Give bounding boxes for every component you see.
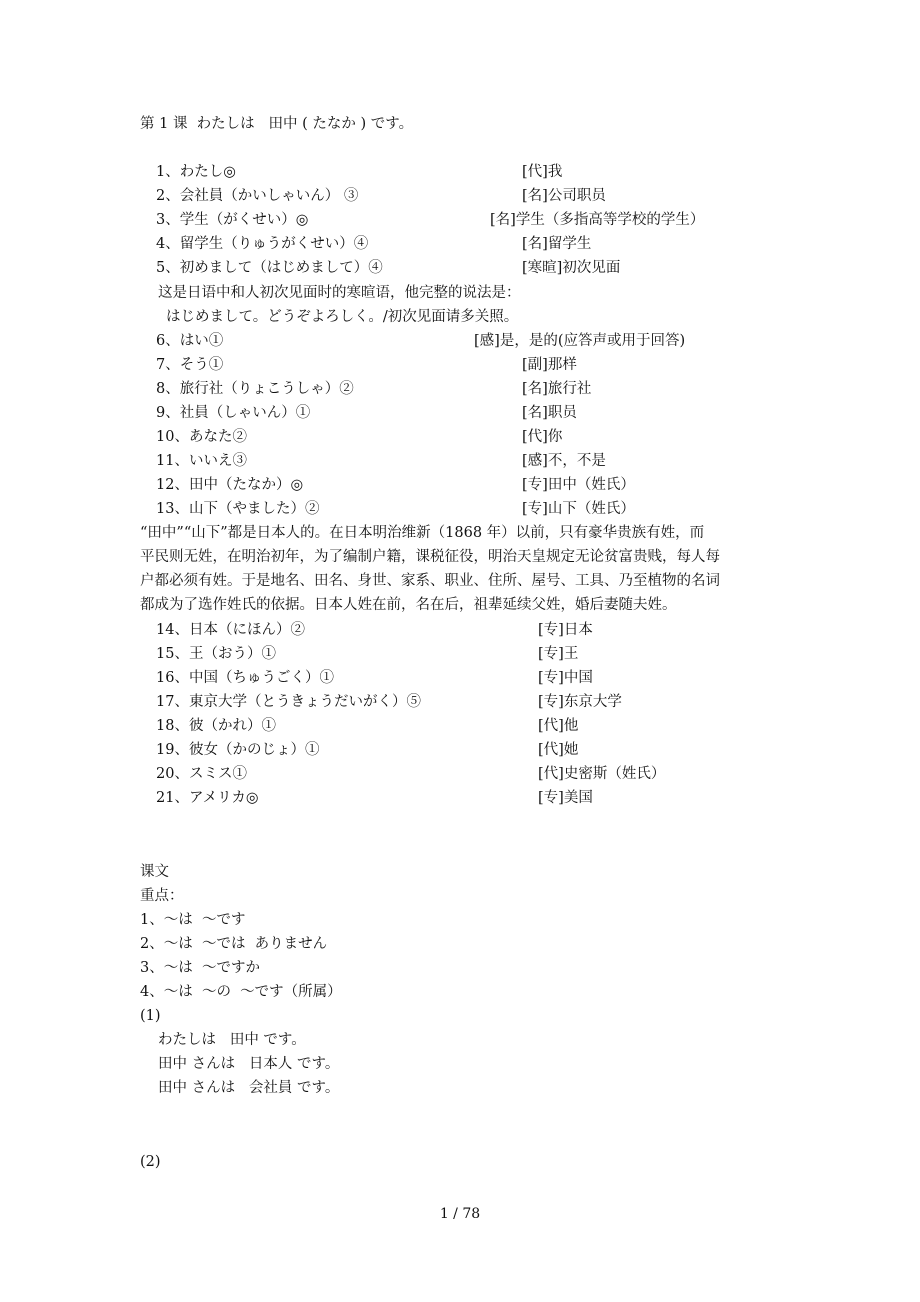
key-point: 3、～は ～ですか (140, 960, 260, 976)
vocab-meaning: [代]我 (522, 164, 563, 180)
vocab-meaning: [副]那样 (522, 357, 577, 373)
vocab-word: 16、中国（ちゅうごく）① (156, 670, 334, 686)
vocab-meaning: [专]王 (538, 646, 579, 662)
vocab-word: 7、そう① (156, 357, 224, 373)
key-point: 2、～は ～では ありません (140, 936, 328, 952)
example-sentence: わたしは 田中 です。 (158, 1032, 306, 1048)
vocab-word: 12、田中（たなか）◎ (156, 477, 304, 493)
vocab-word: 10、あなた② (156, 429, 247, 445)
example-sentence: 田中 さんは 日本人 です。 (158, 1056, 340, 1072)
key-point: 1、～は ～です (140, 912, 246, 928)
vocab-meaning: [专]日本 (538, 622, 593, 638)
vocab-meaning: [感]不，不是 (522, 453, 606, 469)
note-line: はじめまして。どうぞよろしく。/初次见面请多关照。 (166, 309, 519, 325)
vocab-meaning: [寒暄]初次见面 (522, 260, 621, 276)
vocab-word: 2、会社員（かいしゃいん） ③ (156, 188, 359, 204)
page-number: 1 / 78 (439, 1206, 481, 1222)
vocab-meaning: [感]是，是的(应答声或用于回答) (474, 333, 686, 349)
note-line: 这是日语中和人初次见面时的寒暄语，他完整的说法是： (158, 285, 521, 301)
vocab-word: 8、旅行社（りょこうしゃ）② (156, 381, 354, 397)
vocab-word: 9、社員（しゃいん）① (156, 405, 311, 421)
vocab-meaning: [名]职员 (522, 405, 577, 421)
key-point: 4、～は ～の ～です（所属） (140, 984, 342, 1000)
paragraph-line: “田中”“山下”都是日本人的。在日本明治维新（1868 年）以前，只有豪华贵族有姓，而 (140, 525, 705, 541)
vocab-word: 6、はい① (156, 333, 224, 349)
vocab-word: 17、東京大学（とうきょうだいがく）⑤ (156, 694, 421, 710)
paragraph-line: 平民则无姓，在明治初年，为了编制户籍，课税征役，明治天皇规定无论贫富贵贱，每人每 (140, 549, 720, 565)
vocab-meaning: [专]中国 (538, 670, 593, 686)
vocab-meaning: [名]学生（多指高等学校的学生） (490, 212, 705, 228)
vocab-meaning: [专]山下（姓氏） (522, 501, 635, 517)
vocab-word: 15、王（おう）① (156, 646, 276, 662)
vocab-word: 4、留学生（りゅうがくせい）④ (156, 236, 369, 252)
vocab-word: 5、初めまして（はじめまして）④ (156, 260, 383, 276)
vocab-word: 3、学生（がくせい）◎ (156, 212, 309, 228)
vocab-meaning: [名]留学生 (522, 236, 592, 252)
vocab-meaning: [专]东京大学 (538, 694, 622, 710)
vocab-word: 19、彼女（かのじょ）① (156, 742, 320, 758)
vocab-word: 14、日本（にほん）② (156, 622, 305, 638)
vocab-word: 11、いいえ③ (156, 453, 247, 469)
vocab-meaning: [专]美国 (538, 790, 593, 806)
vocab-meaning: [代]他 (538, 718, 579, 734)
vocab-word: 1、わたし◎ (156, 164, 236, 180)
vocab-word: 18、彼（かれ）① (156, 718, 276, 734)
vocab-word: 21、アメリカ◎ (156, 790, 259, 806)
key-heading: 重点： (140, 888, 184, 904)
vocab-meaning: [代]你 (522, 429, 563, 445)
paragraph-line: 都成为了选作姓氏的依据。日本人姓在前，名在后，祖辈延续父姓，婚后妻随夫姓。 (140, 597, 677, 613)
subsection-label: (1) (140, 1008, 161, 1024)
vocab-meaning: [代]她 (538, 742, 579, 758)
vocab-word: 13、山下（やました）② (156, 501, 320, 517)
vocab-meaning: [代]史密斯（姓氏） (538, 766, 666, 782)
vocab-meaning: [名]旅行社 (522, 381, 592, 397)
subsection-label: (2) (140, 1154, 161, 1170)
section-heading: 课文 (140, 864, 169, 880)
example-sentence: 田中 さんは 会社員 です。 (158, 1080, 340, 1096)
vocab-meaning: [名]公司职员 (522, 188, 606, 204)
vocab-meaning: [专]田中（姓氏） (522, 477, 635, 493)
paragraph-line: 户都必须有姓。于是地名、田名、身世、家系、职业、住所、屋号、工具、乃至植物的名词 (140, 573, 720, 589)
vocab-word: 20、スミス① (156, 766, 247, 782)
lesson-title: 第 1 课 わたしは 田中 ( たなか ) です。 (140, 116, 414, 132)
